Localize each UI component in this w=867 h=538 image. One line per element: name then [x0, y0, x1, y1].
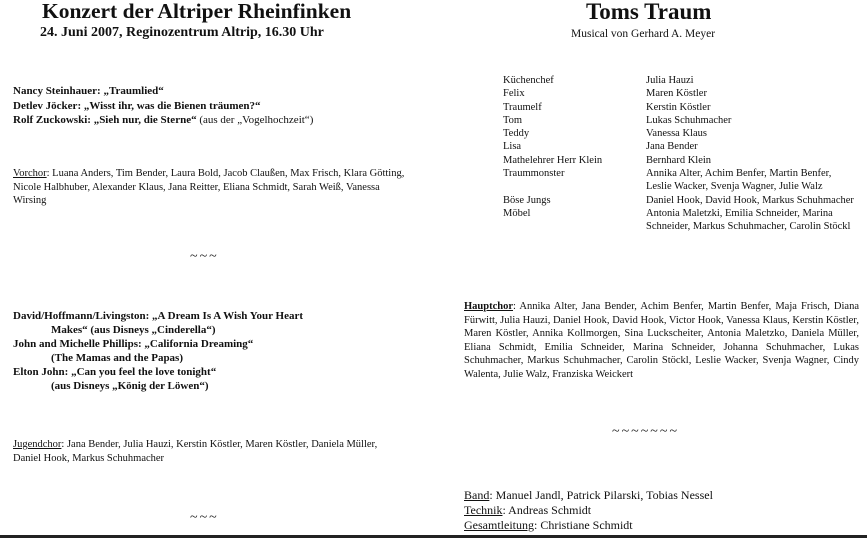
credit-technik: Technik: Andreas Schmidt	[464, 503, 592, 517]
song-line: (aus Disneys „König der Löwen“)	[51, 380, 209, 392]
song-line: (The Mamas and the Papas)	[51, 352, 184, 364]
song-line: Nancy Steinhauer: „Traumlied“	[13, 85, 164, 97]
cast-row: Lisa Jana Bender	[503, 141, 698, 153]
hauptchor-label: Hauptchor	[464, 301, 514, 312]
vorchor-members: : Luana Anders, Tim Bender, Laura Bold, Jacob Claußen, Max Frisch, Klara Götting, Nicole Halbhuber, Alexander Klaus, Jana Reitter, Eliana Schmidt, Sarah Weiß, Vanessa Wirsing	[13, 168, 405, 206]
separator-tilde: ~~~	[190, 249, 219, 264]
songs-block-1	[13, 84, 433, 128]
hauptchor-paragraph	[464, 300, 859, 381]
song-line: Detlev Jöcker: „Wisst ihr, was die Bienen träumen?“	[13, 99, 261, 112]
concert-subtitle: 24. Juni 2007, Reginozentrum Altrip, 16.30 Uhr	[40, 25, 324, 40]
song-line: John and Michelle Phillips: „California Dreaming“	[13, 338, 254, 350]
separator-tilde: ~~~	[190, 510, 219, 525]
jugendchor-paragraph	[13, 438, 393, 465]
cast-list	[503, 74, 863, 234]
cast-row: Traummonster Annika Alter, Achim Benfer, Martin Benfer, Leslie Wacker, Svenja Wagner, Julie Walz	[503, 168, 832, 193]
cast-row: Teddy Vanessa Klaus	[503, 128, 707, 140]
credit-gesamtleitung: Gesamtleitung: Christiane Schmidt	[464, 518, 633, 532]
cast-row: Traumelf Kerstin Köstler	[503, 101, 711, 113]
cast-row: Böse Jungs Daniel Hook, David Hook, Markus Schuhmacher	[503, 194, 854, 206]
song-line: Makes“ (aus Disneys „Cinderella“)	[51, 324, 216, 336]
jugendchor-label: Jugendchor	[13, 439, 62, 450]
vorchor-paragraph	[13, 167, 405, 208]
cast-row: Möbel Antonia Maletzki, Emilia Schneider, Marina Schneider, Markus Schuhmacher, Carolin Stöckl	[503, 207, 851, 233]
songs-block-2	[13, 309, 433, 393]
song-line: Elton John: „Can you feel the love tonight“	[13, 366, 217, 378]
cast-row: Mathelehrer Herr Klein Bernhard Klein	[503, 154, 712, 166]
cast-row: Tom Lukas Schuhmacher	[503, 114, 732, 126]
credits-block	[464, 488, 713, 533]
separator-tilde: ~~~~~~~	[612, 424, 680, 439]
cast-row: Küchenchef Julia Hauzi	[503, 75, 694, 86]
credit-band: Band: Manuel Jandl, Patrick Pilarski, Tobias Nessel	[464, 488, 713, 502]
cast-row: Felix Maren Köstler	[503, 88, 707, 100]
musical-title: Toms Traum	[586, 0, 712, 24]
musical-subtitle: Musical von Gerhard A. Meyer	[571, 28, 716, 40]
hauptchor-members: : Annika Alter, Jana Bender, Achim Benfer, Martin Benfer, Maja Frisch, Diana Fürwitt, Julia Hauzi, Daniel Hook, David Hook, Victor Hook, Vanessa Klaus, Kerstin Köstler, Maren Köstler, Annika Kollmorgen, Sina Luckscheiter, Antonia Maletzko, Daniela Müller, Eliana Schmidt, Emilia Schneider, Marina Schneider, Johanna Schuhmacher, Lukas Schuhmacher, Markus Schuhmacher, Carolin Stöckl, Leslie Wacker, Svenja Wagner, Cindy Walenta, Julie Walz, Franziska Weickert	[464, 301, 859, 380]
concert-title: Konzert der Altriper Rheinfinken	[42, 0, 352, 23]
vorchor-label: Vorchor	[13, 168, 47, 179]
song-line: Rolf Zuckowski: „Sieh nur, die Sterne“ (aus der „Vogelhochzeit“)	[13, 114, 314, 126]
jugendchor-members: : Jana Bender, Julia Hauzi, Kerstin Köstler, Maren Köstler, Daniela Müller, Daniel Hook, Markus Schuhmacher	[13, 439, 378, 464]
song-line: David/Hoffmann/Livingston: „A Dream Is A Wish Your Heart	[13, 310, 304, 322]
